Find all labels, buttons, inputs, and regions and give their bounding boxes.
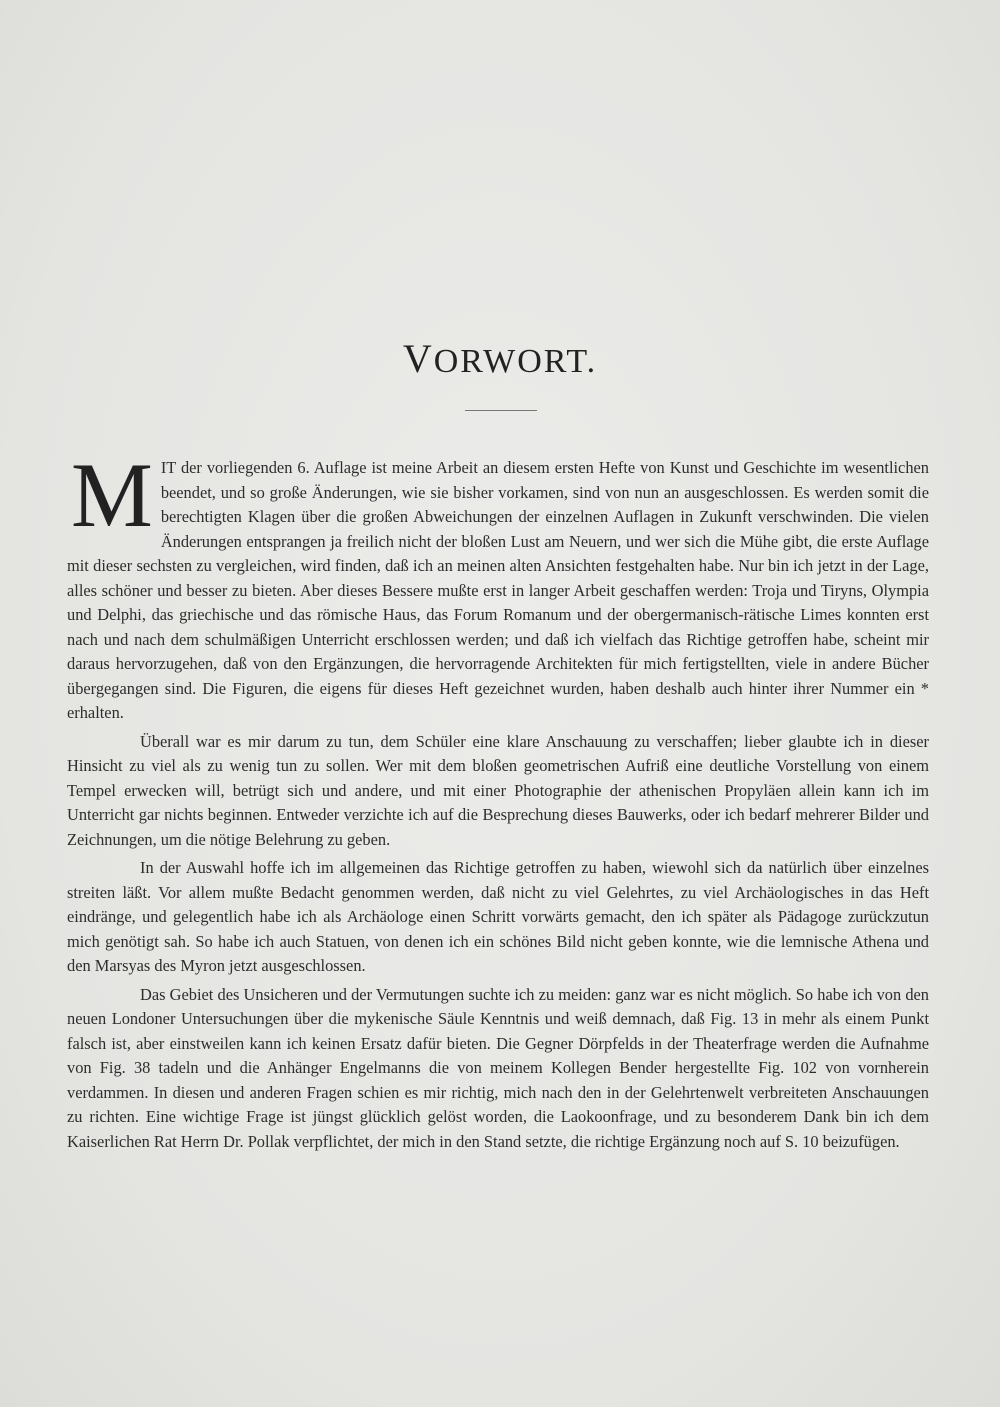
title-divider [465,410,537,411]
page-title [0,335,1000,382]
body-text [67,444,929,1158]
drop-cap: M [71,444,153,546]
paragraph-2: Überall war es mir darum zu tun, dem Schüler eine klare Anschauung zu verschaffen; lieber glaubte ich in dieser Hinsicht zu viel als zu wenig tun zu sollen. Wer mit dem bloßen geometrischen Aufriß eine deutliche Vorstellung von einem Tempel erwecken will, betrügt sich und andere, und mit einer Photographie der athenischen Propyläen allein kann ich im Unterricht gar nichts beginnen. Entweder verzichte ich auf die Besprechung dieses Bauwerks, oder ich bedarf mehrerer Bilder und Zeichnungen, um die nötige Belehrung zu geben. [67,731,929,849]
paragraph-4: Das Gebiet des Unsicheren und der Vermutungen suchte ich zu meiden: ganz war es nicht möglich. So habe ich von den neuen Londoner Untersuchungen über die mykenische Säule Kenntnis und weiß demnach, daß Fig. 13 in mehr als einem Punkt falsch ist, aber einstweilen kann ich keinen Ersatz dafür bieten. Die Gegner Dörpfelds in der Theaterfrage werden die Aufnahme von Fig. 38 tadeln und die Anhänger Engelmanns die von meinem Kollegen Bender hergestellte Fig. 102 von vornherein verdammen. In diesen und anderen Fragen schien es mir richtig, mich nach den in der Gelehrtenwelt verbreiteten Anschauungen zu richten. Eine wichtige Frage ist jüngst glücklich gelöst worden, die Laokoonfrage, und zu besonderem Dank bin ich dem Kaiserlichen Rat Herrn Dr. Pollak verpflichtet, der mich in den Stand setzte, die richtige Ergänzung noch auf S. 10 beizufügen. [67,984,929,1151]
paragraph-3: In der Auswahl hoffe ich im allgemeinen das Richtige getroffen zu haben, wiewohl sich da natürlich über einzelnes streiten läßt. Vor allem mußte Bedacht genommen werden, daß nicht zu viel Gelehrtes, zu viel Archäologisches in das Heft eindränge, und gelegentlich habe ich als Archäologe einen Schritt vorwärts gemacht, den ich später als Pädagoge zurückzutun mich genötigt sah. So habe ich auch Statuen, von denen ich ein schönes Bild nicht geben konnte, wie die lemnische Athena und den Marsyas des Myron jetzt ausgeschlossen. [67,858,929,975]
title-rest: ORWORT. [433,343,598,380]
paragraph-1 [67,444,929,726]
title-initial: V [402,336,434,381]
paragraph-1-text: IT der vorliegenden 6. Auflage ist meine Arbeit an diesem ersten Hefte von Kunst und Geschichte im wesentlichen beendet, und so große Änderungen, wie sie bisher vorkamen, sind von nun an ausgeschlossen. Es werden somit die berechtigten Klagen über die großen Abweichungen der einzelnen Auflagen in Zukunft verschwinden. Die vielen Änderungen entsprangen ja freilich nicht der bloßen Lust am Neuern, und wer sich die Mühe gibt, die erste Auflage mit dieser sechsten zu vergleichen, wird finden, daß ich an meinen alten Ansichten festgehalten habe. Nur bin ich jetzt in der Lage, alles schöner und besser zu bieten. Aber dieses Bessere mußte erst in langer Arbeit geschaffen werden: Troja und Tiryns, Olympia und Delphi, das griechische und das römische Haus, das Forum Romanum und der obergermanisch-rätische Limes konnten erst nach und nach dem schulmäßigen Unterricht erschlossen werden; und daß ich vielfach das Richtige getroffen habe, scheint mir daraus hervorzugehen, daß von den Ergänzungen, die hervorragende Architekten für mich fertigstellten, viele in andere Bücher übergegangen sind. Die Figuren, die eigens für dieses Heft gezeichnet wurden, haben deshalb auch hinter ihrer Nummer ein * erhalten. [67,458,929,722]
